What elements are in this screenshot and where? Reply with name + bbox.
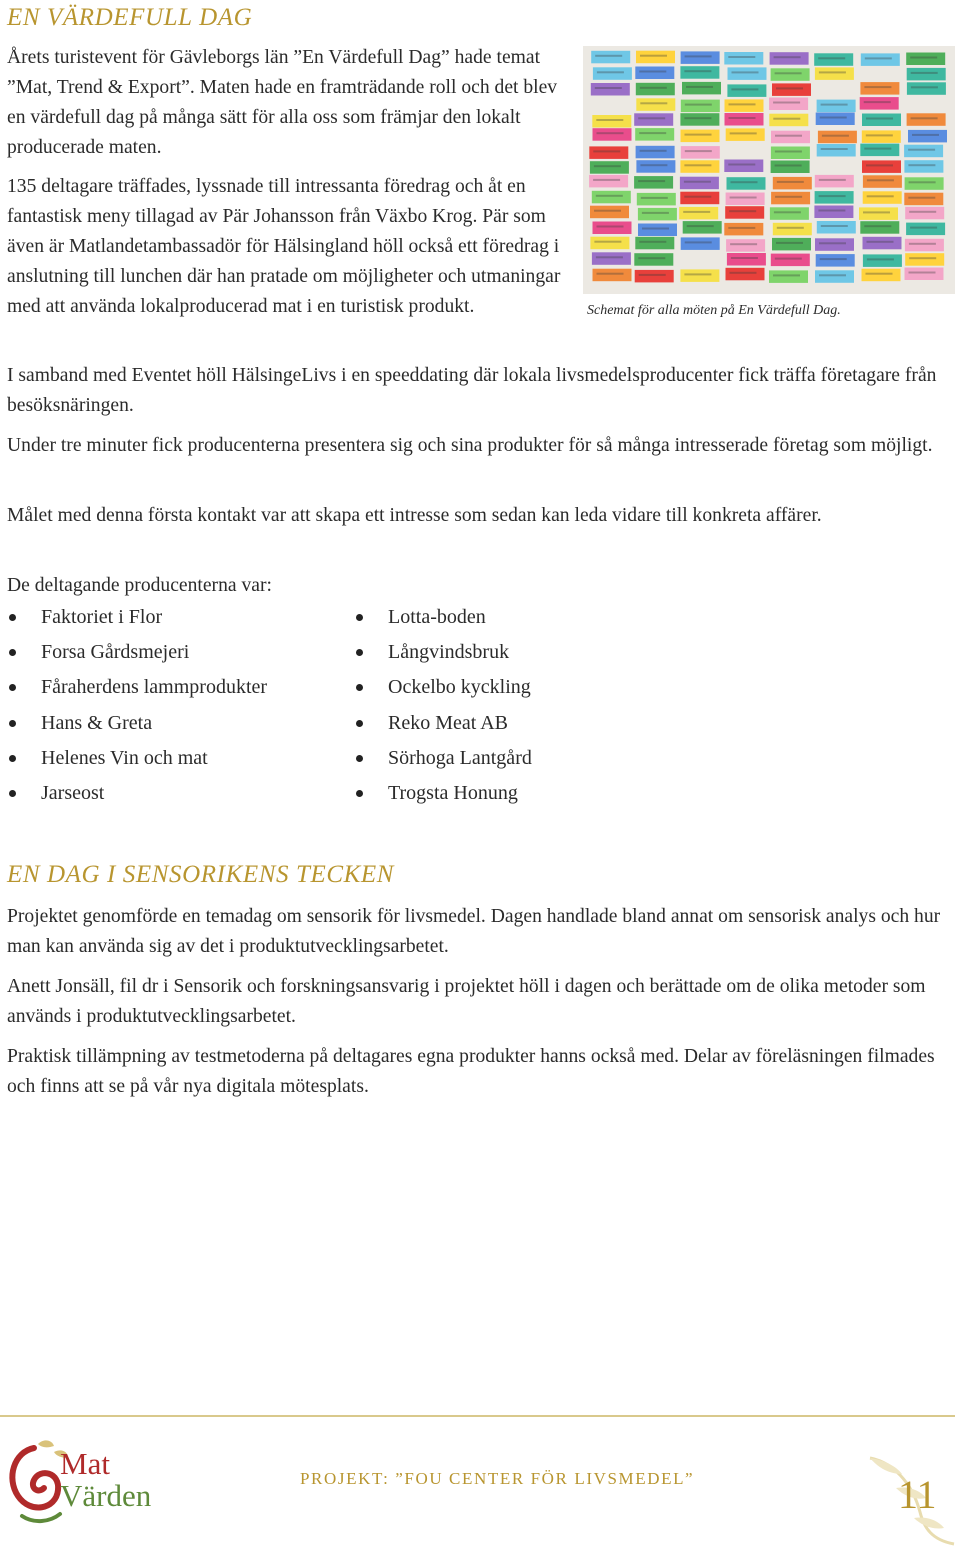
sticky-note-scribble [818,57,845,59]
sticky-note-scribble [732,71,759,73]
sticky-note-scribble [821,148,848,150]
sticky-note [591,83,630,96]
sticky-note-scribble [774,211,801,213]
sticky-note [862,130,901,143]
list-item: Lotta-boden [354,602,532,637]
sticky-note-scribble [774,56,801,58]
sticky-note-scribble [864,101,891,103]
sticky-note-scribble [775,135,802,137]
intro-paragraph-1: Årets turistevent för Gävleborgs län ”En Värdefull Dag” hade temat ”Mat, Trend & Export”. Maten hade en framträdande roll och det blev en värdefull dag på många sätt för alla oss som främjar den lokalt producerade maten. [7,47,558,158]
sticky-note-scribble [866,164,893,166]
sticky-note [860,144,899,157]
sticky-note [726,193,765,206]
list-item: Ockelbo kyckling [354,672,532,707]
sticky-note [592,252,631,264]
sticky-note-scribble [912,134,939,136]
sensorik-paragraph-2: Anett Jonsäll, fil dr i Sensorik och forskningsansvarig i projektet höll i dagen och berättade om de olika metoder som används i produktutvecklingsarbetet. [7,976,926,1027]
sticky-note [814,206,853,219]
sticky-note [863,237,902,250]
sticky-note [860,97,899,110]
footer-project-text: PROJEKT: ”FOU CENTER FÖR LIVSMEDEL” [300,1469,695,1488]
photo-caption: Schemat för alla möten på En Värdefull Dag. [587,303,841,318]
bullet-icon [9,649,16,656]
sticky-note-scribble [639,132,666,134]
sticky-note [817,144,856,157]
list-item: Fåraherdens lammprodukter [7,672,267,707]
sticky-note-scribble [776,242,803,244]
sticky-note [860,82,899,95]
intro-paragraph-2: 135 deltagare träffades, lyssnade till intressanta föredrag och åt en fantastisk meny tillagad av Pär Johansson från Växbo Krog. Pär som även är Matlandetambassadör för Hälsingland höll också ett föredrag i anslutning till lunchen där han pratade om möjligheter och utmaningar med att använda lokalproducerad mat i en turistisk produkt. [7,176,561,317]
sticky-note-scribble [638,180,665,182]
sticky-note-scribble [641,197,668,199]
sticky-note-scribble [867,179,894,181]
sticky-note-scribble [909,257,936,259]
sticky-note-scribble [596,119,623,121]
sticky-note-scribble [596,195,623,197]
list-item: Jarseost [7,778,267,813]
sticky-note-scribble [684,181,711,183]
sticky-note-scribble [594,210,621,212]
sticky-note [814,53,853,66]
sticky-note [727,177,766,190]
producers-list-left [7,602,267,813]
section-heading-sensorik: EN DAG I SENSORIKENS TECKEN [7,861,395,888]
footer-divider [0,1415,955,1417]
sticky-note [905,207,944,220]
sticky-note-scribble [867,241,894,243]
sticky-note-scribble [910,227,937,229]
sticky-note [680,66,719,79]
sticky-note [773,223,812,236]
sticky-note [636,51,675,64]
sticky-note [589,175,628,188]
sticky-note-scribble [866,118,893,120]
sticky-note [904,145,943,158]
sticky-note-scribble [685,241,712,243]
sticky-note [862,269,901,282]
sticky-note-scribble [597,71,624,73]
sticky-note [908,130,947,143]
matvarden-logo [4,1438,164,1528]
sticky-note [771,131,810,144]
sticky-note-scribble [730,197,757,199]
sticky-note-scribble [639,71,666,73]
sticky-note [726,268,765,281]
sticky-note [771,192,810,205]
page-number: 11 [898,1472,937,1517]
sticky-note [681,51,720,64]
sticky-note [680,113,719,126]
sticky-note [683,221,722,234]
sticky-note [636,83,675,96]
sticky-note [815,270,854,283]
bullet-icon [9,720,16,727]
sticky-note [680,192,719,205]
sticky-note-scribble [865,57,892,59]
sticky-note [724,160,763,173]
sticky-note [773,177,812,190]
sticky-note-scribble [864,86,891,88]
sticky-note-scribble [731,88,758,90]
sticky-note-scribble [638,117,665,119]
sticky-note-scribble [908,149,935,151]
sticky-note-scribble [684,164,711,166]
sticky-note [636,160,675,173]
sticky-note-scribble [686,86,713,88]
sticky-note-scribble [867,195,894,197]
sticky-note-scribble [909,181,936,183]
sticky-note [862,160,901,173]
sticky-note-scribble [684,273,711,275]
list-item: Trogsta Honung [354,778,532,813]
sticky-note [863,175,902,188]
sticky-note [681,100,720,113]
sticky-note-scribble [775,72,802,74]
sticky-note-scribble [685,104,712,106]
bullet-icon [9,790,16,797]
sticky-note-scribble [819,179,846,181]
bullet-icon [9,684,16,691]
sticky-note-scribble [593,150,620,152]
sticky-note-scribble [820,258,847,260]
sticky-note-scribble [908,164,935,166]
presentation-paragraph: Under tre minuter fick producenterna presentera sig och sina produkter för så många intresserade företag som möjligt. [7,435,933,456]
sticky-note-scribble [819,242,846,244]
sticky-note [815,238,854,251]
sticky-note-scribble [639,241,666,243]
sticky-note-scribble [597,132,624,134]
sticky-note-scribble [685,55,712,57]
list-item: Hans & Greta [7,708,267,743]
sticky-note [634,253,673,266]
sticky-note [770,207,809,220]
sticky-note [905,177,944,190]
sticky-note [590,161,629,174]
bullet-icon [356,649,363,656]
sticky-note [771,147,810,160]
sticky-note [636,98,675,111]
sticky-note [635,67,674,80]
sticky-note-scribble [597,273,624,275]
sticky-note [769,114,808,127]
sticky-notes-board-image [583,46,955,294]
sticky-note [905,253,944,266]
sticky-note [681,146,720,159]
sticky-note-scribble [818,210,845,212]
sticky-note [769,270,808,283]
sticky-note-scribble [820,117,847,119]
sticky-note [591,51,630,64]
sticky-note-scribble [775,258,802,260]
sticky-note [638,224,677,237]
sticky-note-scribble [685,150,712,152]
sticky-note-scribble [640,164,667,166]
list-item: Långvindsbruk [354,637,532,672]
sticky-note [593,67,632,80]
sticky-note-scribble [822,135,849,137]
sticky-note-scribble [819,71,846,73]
sticky-note-scribble [640,55,667,57]
sticky-note [860,221,899,234]
sticky-note [590,206,629,219]
sticky-note-scribble [863,211,890,213]
sticky-note [727,84,766,97]
sticky-note-scribble [730,272,757,274]
sensorik-paragraph-3: Praktisk tillämpning av testmetoderna på deltagares egna produkter hanns också med. Delar av föreläsningen filmades och finns att se på vår nya digitala mötesplats. [7,1046,935,1097]
sticky-note [771,68,810,81]
meeting-schedule-photo [583,46,955,294]
sticky-note-scribble [777,181,804,183]
sticky-note-scribble [594,241,621,243]
bullet-icon [356,614,363,621]
sticky-note [725,113,764,126]
sticky-note-scribble [909,243,936,245]
sticky-note [771,254,810,267]
sticky-note [905,239,944,252]
sticky-note [862,114,901,127]
sticky-note [817,100,856,113]
sticky-note-scribble [819,195,846,197]
sticky-note-scribble [730,132,757,134]
sticky-note-scribble [773,274,800,276]
producers-list-right [354,602,532,813]
sticky-note-scribble [776,87,803,89]
sticky-note [772,238,811,251]
sticky-note [592,115,631,128]
logo-text-varden: Värden [60,1478,152,1513]
sticky-note-scribble [821,104,848,106]
sticky-note [727,253,766,266]
sticky-note [725,206,764,219]
sticky-note [592,191,631,204]
sticky-note [724,223,763,236]
sticky-note [593,222,632,235]
sticky-note-scribble [684,117,711,119]
sticky-note-scribble [729,103,756,105]
sticky-note-scribble [866,273,893,275]
sticky-note [772,83,811,96]
list-item: Forsa Gårdsmejeri [7,637,267,672]
sticky-note-scribble [728,227,755,229]
sticky-note [589,146,628,159]
sticky-note-scribble [687,225,714,227]
sticky-note-scribble [729,210,756,212]
sticky-note-scribble [640,102,667,104]
producers-list-intro: De deltagande producenterna var: [7,575,272,596]
sticky-note [904,160,943,173]
sticky-note-scribble [640,150,667,152]
sticky-note-scribble [728,164,755,166]
list-item: Reko Meat AB [354,708,532,743]
sticky-note [726,239,765,252]
sticky-note-scribble [908,197,935,199]
sticky-note-scribble [684,70,711,72]
sticky-note-scribble [775,196,802,198]
sticky-note-scribble [864,225,891,227]
sticky-note-scribble [685,134,712,136]
sticky-note [593,128,632,141]
sticky-note [638,208,677,221]
sticky-note-scribble [867,258,894,260]
sticky-note [634,176,673,189]
sticky-note-scribble [638,257,665,259]
sticky-note [682,82,721,95]
sticky-note [590,237,629,250]
sticky-note-scribble [639,274,666,276]
sticky-note [905,268,944,281]
sticky-note [906,53,945,66]
sticky-note-scribble [819,274,846,276]
sticky-note [635,237,674,250]
sticky-note-scribble [593,179,620,181]
sticky-note [680,160,719,173]
sticky-note [681,237,720,250]
sticky-note-scribble [731,181,758,183]
bullet-icon [9,755,16,762]
sticky-note [728,67,767,80]
section-heading-en-vardefull-dag: EN VÄRDEFULL DAG [7,4,253,31]
sticky-note [816,254,855,267]
sticky-note-scribble [595,87,622,89]
sticky-note-scribble [909,272,936,274]
sticky-note [861,53,900,66]
sticky-note [724,52,763,65]
sticky-note [817,221,856,234]
sticky-note-scribble [777,227,804,229]
sticky-note [635,270,674,283]
sticky-note [863,254,902,267]
sticky-note-scribble [728,56,755,58]
sticky-note-scribble [730,243,757,245]
bullet-icon [9,614,16,621]
sticky-note [725,99,764,112]
sticky-note [771,161,810,174]
list-item: Faktoriet i Flor [7,602,267,637]
sticky-note-scribble [596,256,623,258]
sticky-note-scribble [866,134,893,136]
sticky-note-scribble [731,257,758,259]
sticky-note [680,269,719,282]
sticky-note [593,269,632,282]
sticky-note [906,223,945,236]
sticky-note-scribble [911,117,938,119]
sticky-note [907,82,946,95]
sensorik-paragraph-1: Projektet genomförde en temadag om sensorik för livsmedel. Dagen handlade bland annat om sensorisk analys och hur man kan använda sig av det i produktutvecklingsarbetet. [7,906,941,957]
sticky-note [637,193,676,206]
sticky-note-scribble [775,151,802,153]
speeddating-paragraph: I samband med Eventet höll HälsingeLivs i en speeddating där lokala livsmedelsproducenter fick träffa företagare från besöksnäringen. [7,365,937,416]
sticky-note-scribble [911,86,938,88]
sticky-note [681,130,720,143]
sticky-note [815,175,854,188]
bullet-icon [356,790,363,797]
sticky-note [907,68,946,81]
sticky-note-scribble [910,57,937,59]
sticky-note-scribble [683,211,710,213]
sticky-note [634,113,673,126]
sticky-note-scribble [684,196,711,198]
sticky-note [815,191,854,204]
sticky-note-scribble [594,165,621,167]
sticky-note [770,52,809,64]
sticky-note [907,113,946,126]
sticky-note [680,177,719,190]
sticky-note-scribble [729,117,756,119]
sticky-note [859,207,898,220]
sticky-note [815,67,854,80]
sticky-note-scribble [773,102,800,104]
sticky-note [816,113,855,126]
sticky-note [726,128,765,141]
sticky-note-scribble [864,148,891,150]
sticky-note [818,131,857,144]
logo-text-mat: Mat [60,1446,110,1481]
list-item: Sörhoga Lantgård [354,743,532,778]
sticky-note [904,193,943,206]
sticky-note-scribble [597,226,624,228]
sticky-note [769,98,808,111]
bullet-icon [356,720,363,727]
sticky-note-scribble [775,165,802,167]
bullet-icon [356,684,363,691]
sticky-note-scribble [773,118,800,120]
goal-paragraph: Målet med denna första kontakt var att skapa ett intresse som sedan kan leda vidare till konkreta affärer. [7,505,822,526]
list-item: Helenes Vin och mat [7,743,267,778]
bullet-icon [356,755,363,762]
sticky-note-scribble [642,212,669,214]
sticky-note-scribble [909,211,936,213]
sticky-note-scribble [821,225,848,227]
sticky-note-scribble [642,228,669,230]
sticky-note [636,146,675,159]
sticky-note [679,207,718,220]
sticky-note-scribble [911,72,938,74]
sticky-note [635,128,674,141]
sticky-note-scribble [640,87,667,89]
sticky-note [863,191,902,204]
sticky-note-scribble [595,55,622,57]
